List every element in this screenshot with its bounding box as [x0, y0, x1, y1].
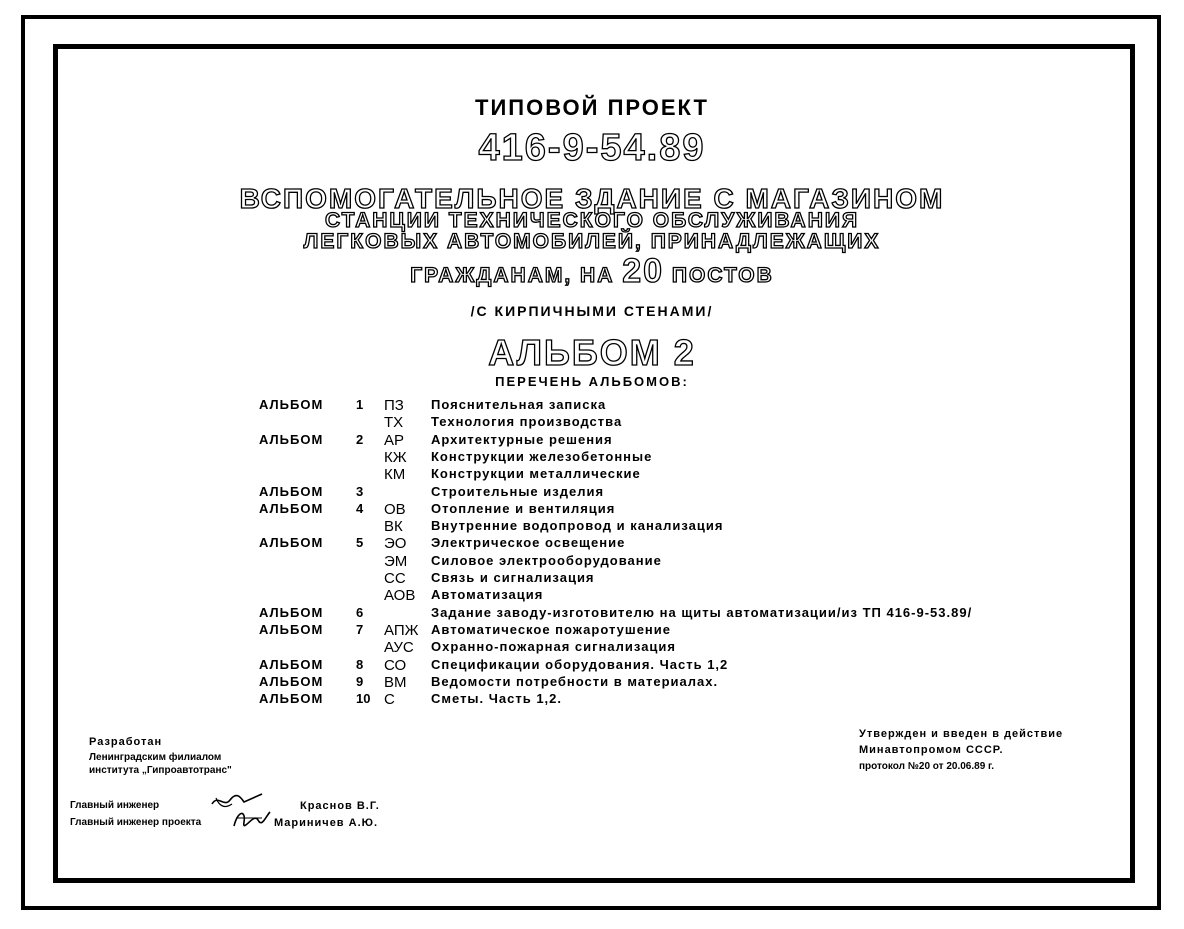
- album-code: КМ: [384, 466, 406, 484]
- album-name: АЛЬБОМ: [259, 397, 324, 412]
- list-heading: ПЕРЕЧЕНЬ АЛЬБОМОВ:: [495, 374, 689, 389]
- approval-line-1: Утвержден и введен в действие: [859, 728, 1064, 740]
- album-number: 6: [356, 604, 364, 620]
- album-code: СС: [384, 570, 406, 587]
- album-name: АЛЬБОМ: [259, 500, 324, 516]
- album-description: Автоматическое пожаротушение: [431, 621, 672, 637]
- album-description: Силовое электрооборудование: [431, 552, 662, 568]
- album-description: Ведомости потребности в материалах.: [431, 673, 719, 689]
- album-code: АПЖ: [384, 621, 419, 639]
- project-engineer-name: Мариничев А.Ю.: [274, 817, 379, 829]
- album-description: Охранно-пожарная сигнализация: [431, 639, 676, 655]
- album-number: 1: [356, 397, 364, 412]
- album-code: СО: [384, 656, 407, 674]
- album-description: Задание заводу-изготовителю на щиты автоматизации/из ТП 416-9-53.89/: [431, 604, 973, 620]
- approval-line-2: Минавтопромом СССР.: [859, 744, 1004, 756]
- album-number: 7: [356, 621, 364, 637]
- album-name: АЛЬБОМ: [259, 604, 324, 620]
- album-description: Конструкции железобетонные: [431, 448, 653, 464]
- title-line-4-num: 20: [622, 252, 665, 290]
- project-engineer-signature-icon: [232, 806, 272, 830]
- album-code: ТХ: [384, 414, 404, 432]
- album-code: ПЗ: [384, 397, 404, 414]
- album-description: Внутренние водопровод и канализация: [431, 518, 724, 534]
- album-code: ЭО: [384, 535, 407, 553]
- album-name: АЛЬБОМ: [259, 691, 324, 707]
- approval-line-3: протокол №20 от 20.06.89 г.: [859, 761, 994, 772]
- album-description: Электрическое освещение: [431, 535, 626, 551]
- developer-line-2: Ленинградским филиалом: [89, 752, 222, 763]
- album-code: ВК: [384, 518, 403, 536]
- album-code: АОВ: [384, 587, 416, 605]
- album-code: ОВ: [384, 500, 406, 518]
- album-description: Конструкции металлические: [431, 466, 641, 482]
- album-code: С: [384, 691, 395, 709]
- album-description: Архитектурные решения: [431, 431, 613, 447]
- album-number: 9: [356, 673, 364, 689]
- album-name: АЛЬБОМ: [259, 621, 324, 637]
- album-number: 5: [356, 535, 364, 551]
- developer-line-1: Разработан: [89, 736, 163, 748]
- album-code: ЭМ: [384, 552, 408, 570]
- album-description: Технология производства: [431, 414, 623, 430]
- album-name: АЛЬБОМ: [259, 673, 324, 689]
- album-number: 2: [356, 431, 364, 447]
- album-name: АЛЬБОМ: [259, 535, 324, 551]
- album-label: АЛЬБОМ 2: [488, 332, 696, 373]
- title-line-1: ВСПОМОГАТЕЛЬНОЕ ЗДАНИЕ С МАГАЗИНОМ: [239, 183, 945, 214]
- developer-line-3: института „Гипроавтотранс": [89, 765, 232, 776]
- album-code: АР: [384, 431, 405, 449]
- album-name: АЛЬБОМ: [259, 483, 324, 499]
- album-description: Строительные изделия: [431, 483, 605, 499]
- album-name: АЛЬБОМ: [259, 431, 324, 447]
- title-line-4-pre: ГРАЖДАНАМ, НА: [410, 264, 615, 287]
- album-code: АУС: [384, 639, 414, 657]
- title-line-4: [0, 252, 1184, 291]
- album-code: ВМ: [384, 673, 407, 691]
- album-description: Связь и сигнализация: [431, 570, 595, 585]
- album-number: 10: [356, 691, 371, 707]
- album-description: Автоматизация: [431, 587, 544, 603]
- album-description: Спецификации оборудования. Часть 1,2: [431, 656, 729, 672]
- album-number: 8: [356, 656, 364, 672]
- chief-engineer-name: Краснов В.Г.: [300, 800, 380, 812]
- project-number: 416-9-54.89: [478, 127, 706, 169]
- project-engineer-label: Главный инженер проекта: [70, 817, 202, 828]
- title-line-4-post: ПОСТОВ: [671, 264, 774, 287]
- album-number: 3: [356, 483, 364, 499]
- album-description: Отопление и вентиляция: [431, 500, 616, 516]
- album-description: Пояснительная записка: [431, 397, 607, 412]
- title-line-2: СТАНЦИИ ТЕХНИЧЕСКОГО ОБСЛУЖИВАНИЯ: [324, 209, 860, 232]
- subtitle: /С КИРПИЧНЫМИ СТЕНАМИ/: [470, 303, 714, 319]
- title-line-3: ЛЕГКОВЫХ АВТОМОБИЛЕЙ, ПРИНАДЛЕЖАЩИХ: [303, 230, 881, 253]
- album-name: АЛЬБОМ: [259, 656, 324, 672]
- album-code: КЖ: [384, 448, 407, 466]
- album-number: 4: [356, 500, 364, 516]
- chief-engineer-label: Главный инженер: [70, 800, 160, 811]
- type-label: ТИПОВОЙ ПРОЕКТ: [475, 95, 709, 120]
- album-description: Сметы. Часть 1,2.: [431, 691, 563, 707]
